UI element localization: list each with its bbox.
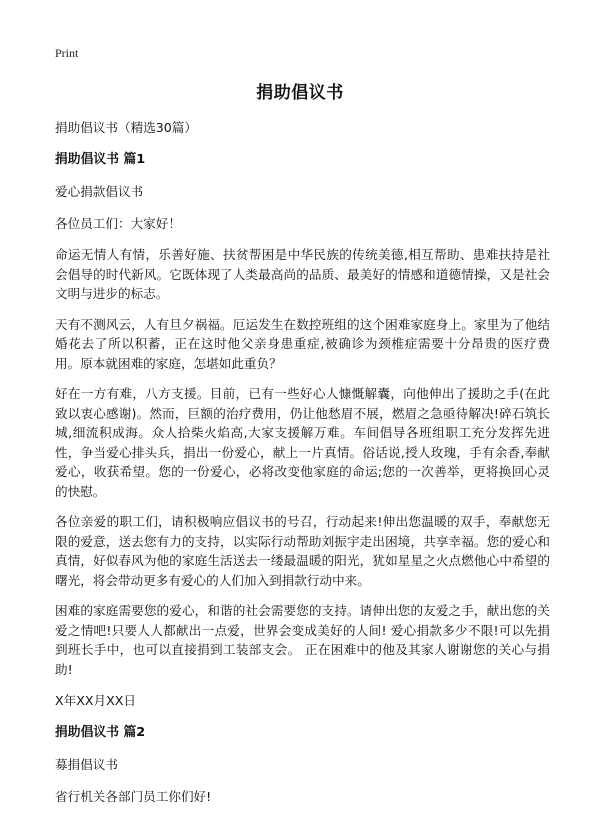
- section-2-greeting: 省行机关各部门员工你们好!: [55, 789, 212, 804]
- section-1-greeting: 各位员工们：大家好！: [55, 216, 181, 231]
- section-1-name: 爱心捐款倡议书: [55, 184, 144, 199]
- document-subtitle: 捐助倡议书（精选30篇）: [55, 120, 197, 135]
- paragraph: 困难的家庭需要您的爱心，和谐的社会需要您的支持。请伸出您的友爱之手，献出您的关爱之情吧!只要人人都献出一点爱，世界会变成美好的人间! 爱心捐款多少不限!可以先捐到班长手中，也可以直接捐到工装部支会。 正在困难中的他及其家人谢谢您的关心与捐助!: [55, 603, 550, 677]
- paragraph: 天有不测风云，人有旦夕祸福。厄运发生在数控班组的这个困难家庭身上。家里为了他结婚花去了所以积蓄，正在这时他父亲身患重症,被确诊为颈椎症需要十分昂贵的医疗费用。原本就困难的家庭，怎堪如此重负？: [55, 316, 550, 371]
- document-title: 捐助倡议书: [256, 83, 344, 103]
- document-body: [55, 117, 550, 818]
- paragraph: 命运无情人有情，乐善好施、扶贫帮困是中华民族的传统美德,相互帮助、患难扶持是社会倡导的时代新风。它既体现了人类最高尚的品质、最美好的情感和道德情操，又是社会文明与进步的标志。: [55, 247, 550, 301]
- section-2-heading: 捐助倡议书 篇2: [55, 725, 146, 740]
- section-1-date: X年XX月XX日: [55, 693, 136, 708]
- print-label: Print: [55, 46, 79, 60]
- section-1-heading: 捐助倡议书 篇1: [55, 152, 146, 167]
- section-2-name: 募捐倡议书: [55, 757, 118, 772]
- paragraph: 各位亲爱的职工们，请积极响应倡议书的号召，行动起来!伸出您温暖的双手，奉献您无限的爱意，送去您有力的支持，以实际行动帮助刘振宇走出困境，共享幸福。您的爱心和真情，好似春风为他的家庭生活送去一缕最温暖的阳光，犹如星星之火点燃他心中希望的曙光，将会带动更多有爱心的人们加入到捐款行动中来。: [55, 514, 550, 588]
- paragraph: 好在一方有难，八方支援。目前，已有一些好心人慷慨解囊，向他伸出了援助之手(在此致以衷心感谢)。然而，巨额的治疗费用，仍让他愁眉不展，燃眉之急亟待解决!碎石筑长城,细流积成海。众人拾柴火焰高,大家支援解万难。车间倡导各班组职工充分发挥先进性，争当爱心排头兵，捐出一份爱心，献上一片真情。俗话说,授人玫瑰，手有余香,奉献爱心，收获希望。您的一份爱心，必将改变他家庭的命运;您的一次善举，更将换回心灵的快慰。: [55, 386, 550, 499]
